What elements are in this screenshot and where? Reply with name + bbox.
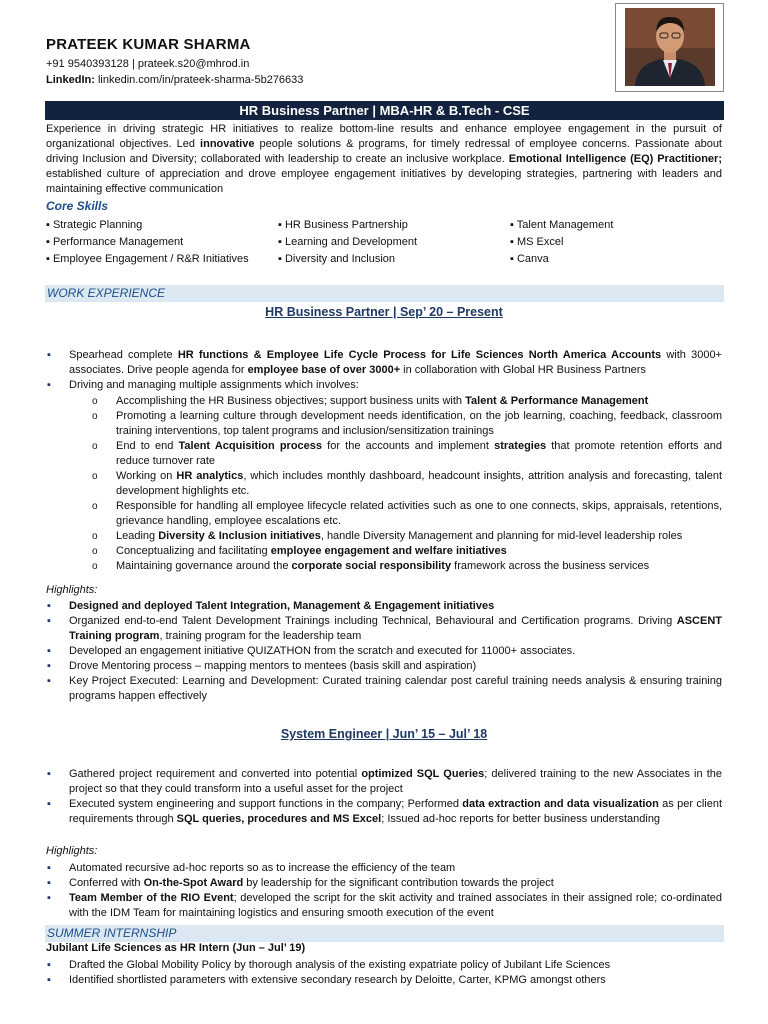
skill-item: ▪ Talent Management xyxy=(510,219,614,231)
list-item: ▪ Identified shortlisted parameters with extensive secondary research by Deloitte, Carter, KPMG amongst others xyxy=(46,973,722,988)
role-title-system-engineer: System Engineer | Jun’ 15 – Jul’ 18 xyxy=(280,727,488,741)
skill-item: ▪ HR Business Partnership xyxy=(278,219,408,231)
skill-item: ▪ Canva xyxy=(510,253,549,265)
list-item: ▪ Spearhead complete HR functions & Employee Life Cycle Process for Life Sciences North America Accounts with 3000+ associates. Drive people agenda for employee base of over 3000+ in collaboration with Global HR Business Partners xyxy=(46,348,722,378)
internship-list xyxy=(46,958,722,988)
headline-bar: HR Business Partner | MBA-HR & B.Tech - CSE xyxy=(45,101,724,120)
sub-list-item: o End to end Talent Acquisition process for the accounts and implement strategies that promote retention efforts and reduce turnover rate xyxy=(69,439,722,469)
header xyxy=(46,36,303,88)
role1-sub-responsibilities xyxy=(69,394,722,574)
internship-title: Jubilant Life Sciences as HR Intern (Jun – Jul’ 19) xyxy=(46,942,306,954)
list-item: ▪ Team Member of the RIO Event; developed the script for the skit activity and trained associates in their assigned role; co-ordinated with the IDM Team for maintaining logistics and ensuring smooth execution of the event xyxy=(46,891,722,921)
list-item: ▪ Key Project Executed: Learning and Development: Curated training calendar post careful training needs analysis & ensuring training programs happen effectively xyxy=(46,674,722,704)
work-experience-heading: WORK EXPERIENCE xyxy=(45,285,724,302)
candidate-name: PRATEEK KUMAR SHARMA xyxy=(46,36,251,53)
role2-highlights-label: Highlights: xyxy=(46,845,98,857)
sub-list-item: o Promoting a learning culture through development needs identification, on the job learning, coaching, feedback, classroom training interventions, top talent programs and inclusion/sensitization trainings xyxy=(69,409,722,439)
profile-photo xyxy=(615,3,724,92)
core-skills-heading: Core Skills xyxy=(46,199,109,213)
role-title-hrbp: HR Business Partner | Sep’ 20 – Present xyxy=(265,305,503,319)
list-item: ▪ Drafted the Global Mobility Policy by thorough analysis of the existing expatriate policy of Jubilant Life Sciences xyxy=(46,958,722,973)
list-item: ▪ Drove Mentoring process – mapping mentors to mentees (basis skill and aspiration) xyxy=(46,659,722,674)
list-item: ▪ Organized end-to-end Talent Development Trainings including Technical, Behavioural and Certification programs. Driving ASCENT Training program, training program for the leadership team xyxy=(46,614,722,644)
list-item: ▪ Driving and managing multiple assignments which involves: o Accomplishing the HR Business objectives; support business units with Talent & Performance Management o Promoting a learning culture through development needs identification, on the job learning, coaching, feedback, classroom training interventions, top talent programs and inclusion/sensitization trainings o End to end Talent Acquisition process for the accounts and implement strategies that promote retention efforts and reduce turnover rate o Working on HR analytics, which includes monthly dashboard, headcount insights, attrition analysis and forecasting, talent development highlights etc. o Responsible for handling all employee lifecycle related activities such as one to one connects, skips, appraisals, retentions, grievance handling, employee escalations etc. o Leading Diversity & Inclusion initiatives, handle Diversity Management and planning for mid-level leadership roles o Conceptualizing and facilitating employee engagement and welfare initiatives o Maintaining governance around the corporate social responsibility framework across the business services xyxy=(46,378,722,574)
contact-line: +91 9540393128 | prateek.s20@mhrod.in xyxy=(46,58,250,70)
role2-responsibilities xyxy=(46,767,722,827)
skill-item: ▪ Performance Management xyxy=(46,236,184,248)
sub-list-item: o Conceptualizing and facilitating employee engagement and welfare initiatives xyxy=(69,544,722,559)
profile-summary: Experience in driving strategic HR initiatives to realize bottom-line results and enhance employee engagement in the pursuit of organizational objectives. Led innovative people solutions & programs, for timely redressal of employee concerns. Passionate about driving Inclusion and Diversity; collaborated with leadership to create an inclusive workplace. Emotional Intelligence (EQ) Practitioner; established culture of appreciation and drove employee engagement initiatives by developing strategies, partnering with leaders and maintaining effective communication xyxy=(46,123,722,195)
skill-item: ▪ Diversity and Inclusion xyxy=(278,253,396,265)
list-item: ▪ Conferred with On-the-Spot Award by leadership for the significant contribution towards the project xyxy=(46,876,722,891)
role1-highlights xyxy=(46,599,722,704)
role1-highlights-label: Highlights: xyxy=(46,584,98,596)
linkedin-line xyxy=(46,72,303,88)
role1-responsibilities xyxy=(46,348,722,574)
list-item: ▪ Automated recursive ad-hoc reports so as to increase the efficiency of the team xyxy=(46,861,722,876)
list-item: ▪ Executed system engineering and support functions in the company; Performed data extraction and data visualization as per client requirements through SQL queries, procedures and MS Excel; Issued ad-hoc reports for better business understanding xyxy=(46,797,722,827)
skill-item: ▪ Employee Engagement / R&R Initiatives xyxy=(46,253,249,265)
sub-list-item: o Responsible for handling all employee lifecycle related activities such as one to one connects, skips, appraisals, retentions, grievance handling, employee escalations etc. xyxy=(69,499,722,529)
skill-item: ▪ Learning and Development xyxy=(278,236,418,248)
list-item: ▪ Developed an engagement initiative QUIZATHON from the scratch and executed for 11000+ associates. xyxy=(46,644,722,659)
sub-list-item: o Leading Diversity & Inclusion initiatives, handle Diversity Management and planning for mid-level leadership roles xyxy=(69,529,722,544)
linkedin-label: LinkedIn: xyxy=(46,74,95,86)
role2-highlights xyxy=(46,861,722,921)
portrait-image xyxy=(625,8,715,86)
sub-list-item: o Accomplishing the HR Business objectives; support business units with Talent & Performance Management xyxy=(69,394,722,409)
linkedin-url[interactable]: linkedin.com/in/prateek-sharma-5b276633 xyxy=(97,74,304,86)
core-skills-grid xyxy=(46,218,726,267)
list-item: ▪ Gathered project requirement and converted into potential optimized SQL Queries; delivered training to the new Associates in the project so that they could transform into a useful asset for the project xyxy=(46,767,722,797)
internship-heading: SUMMER INTERNSHIP xyxy=(45,925,724,942)
list-item: ▪ Designed and deployed Talent Integration, Management & Engagement initiatives xyxy=(46,599,722,614)
skill-item: ▪ Strategic Planning xyxy=(46,219,143,231)
skill-item: ▪ MS Excel xyxy=(510,236,564,248)
sub-list-item: o Maintaining governance around the corporate social responsibility framework across the business services xyxy=(69,559,722,574)
sub-list-item: o Working on HR analytics, which includes monthly dashboard, headcount insights, attrition analysis and forecasting, talent development highlights etc. xyxy=(69,469,722,499)
